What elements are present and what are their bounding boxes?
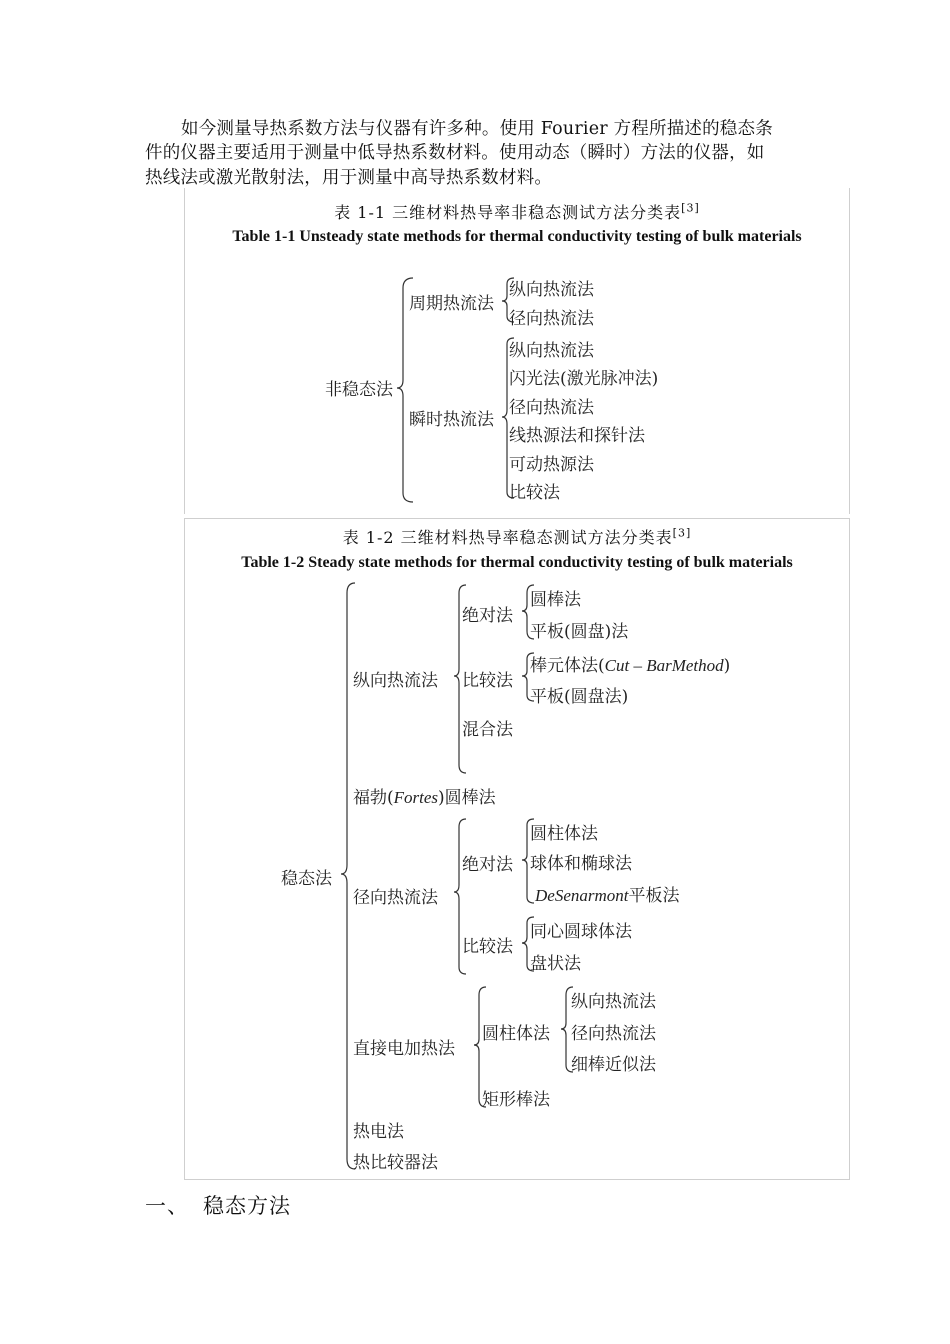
node-longitudinal-flow: 纵向热流法 xyxy=(353,671,438,691)
node-heat-comparator: 热比较器法 xyxy=(353,1153,438,1173)
node-flat-plate: 平板(圆盘)法 xyxy=(530,622,629,642)
intro-line-1: 如今测量导热系数方法与仪器有许多种。使用 Fourier 方程所描述的稳态条 xyxy=(181,119,773,139)
intro-line-3: 热线法或激光散射法，用于测量中高导热系数材料。 xyxy=(145,168,553,188)
node-round-bar: 圆棒法 xyxy=(530,590,581,610)
node-fortes-bar: 福勃(Fortes)圆棒法 xyxy=(353,788,496,808)
node-transient-flow: 瞬时热流法 xyxy=(409,410,494,430)
table-1-2-brackets xyxy=(185,519,849,1179)
node-thermoelectric: 热电法 xyxy=(353,1122,404,1142)
node-rectangular-bar: 矩形棒法 xyxy=(482,1090,550,1110)
node-comparison-2: 比较法 xyxy=(462,937,513,957)
node-cylinder-body: 圆柱体法 xyxy=(530,824,598,844)
node-periodic-flow: 周期热流法 xyxy=(409,294,494,314)
node-transient-comparison: 比较法 xyxy=(509,483,560,503)
table-1-2-caption-en: Table 1-2 Steady state methods for thermal conductivity testing of bulk materials xyxy=(241,554,793,571)
node-desenarmont-plate: DeSenarmont平板法 xyxy=(535,886,680,906)
node-transient-radial: 径向热流法 xyxy=(509,398,594,418)
node-cylinder-method: 圆柱体法 xyxy=(482,1024,550,1044)
node-sphere-ellipsoid: 球体和椭球法 xyxy=(530,854,632,874)
node-transient-moving-source: 可动热源法 xyxy=(509,455,594,475)
table-1-1-caption-cn: 表 1-1 三维材料热导率非稳态测试方法分类表[3] xyxy=(334,201,700,222)
intro-line-2: 件的仪器主要适用于测量中低导热系数材料。使用动态（瞬时）方法的仪器，如 xyxy=(145,143,765,163)
node-steady-root: 稳态法 xyxy=(281,869,332,889)
table-1-1-caption-en: Table 1-1 Unsteady state methods for thermal conductivity testing of bulk materials xyxy=(232,228,802,245)
node-unsteady-root: 非稳态法 xyxy=(325,380,393,400)
table-1-2-figure xyxy=(184,518,850,1180)
node-comparison-1: 比较法 xyxy=(462,671,513,691)
node-cyl-longitudinal: 纵向热流法 xyxy=(571,992,656,1012)
table-1-1-figure xyxy=(184,188,850,514)
node-cut-bar-method: 棒元体法(Cut – BarMethod) xyxy=(530,656,731,676)
node-absolute-1: 绝对法 xyxy=(462,606,513,626)
node-transient-flash: 闪光法(激光脉冲法) xyxy=(509,369,659,389)
section-heading: 一、 稳态方法 xyxy=(145,1194,291,1218)
node-periodic-radial: 径向热流法 xyxy=(509,309,594,329)
node-cyl-radial: 径向热流法 xyxy=(571,1024,656,1044)
table-1-2-caption-cn: 表 1-2 三维材料热导率稳态测试方法分类表[3] xyxy=(342,526,692,547)
node-mixed: 混合法 xyxy=(462,720,513,740)
node-concentric-sphere: 同心圆球体法 xyxy=(530,922,632,942)
node-disc-shape: 盘状法 xyxy=(530,954,581,974)
node-thin-rod: 细棒近似法 xyxy=(571,1055,656,1075)
node-flat-plate-disc: 平板(圆盘法) xyxy=(530,687,629,707)
node-transient-line-source: 线热源法和探针法 xyxy=(509,426,645,446)
node-direct-heating: 直接电加热法 xyxy=(353,1039,455,1059)
node-radial-flow: 径向热流法 xyxy=(353,888,438,908)
node-periodic-longitudinal: 纵向热流法 xyxy=(509,280,594,300)
node-transient-longitudinal: 纵向热流法 xyxy=(509,341,594,361)
node-absolute-2: 绝对法 xyxy=(462,855,513,875)
